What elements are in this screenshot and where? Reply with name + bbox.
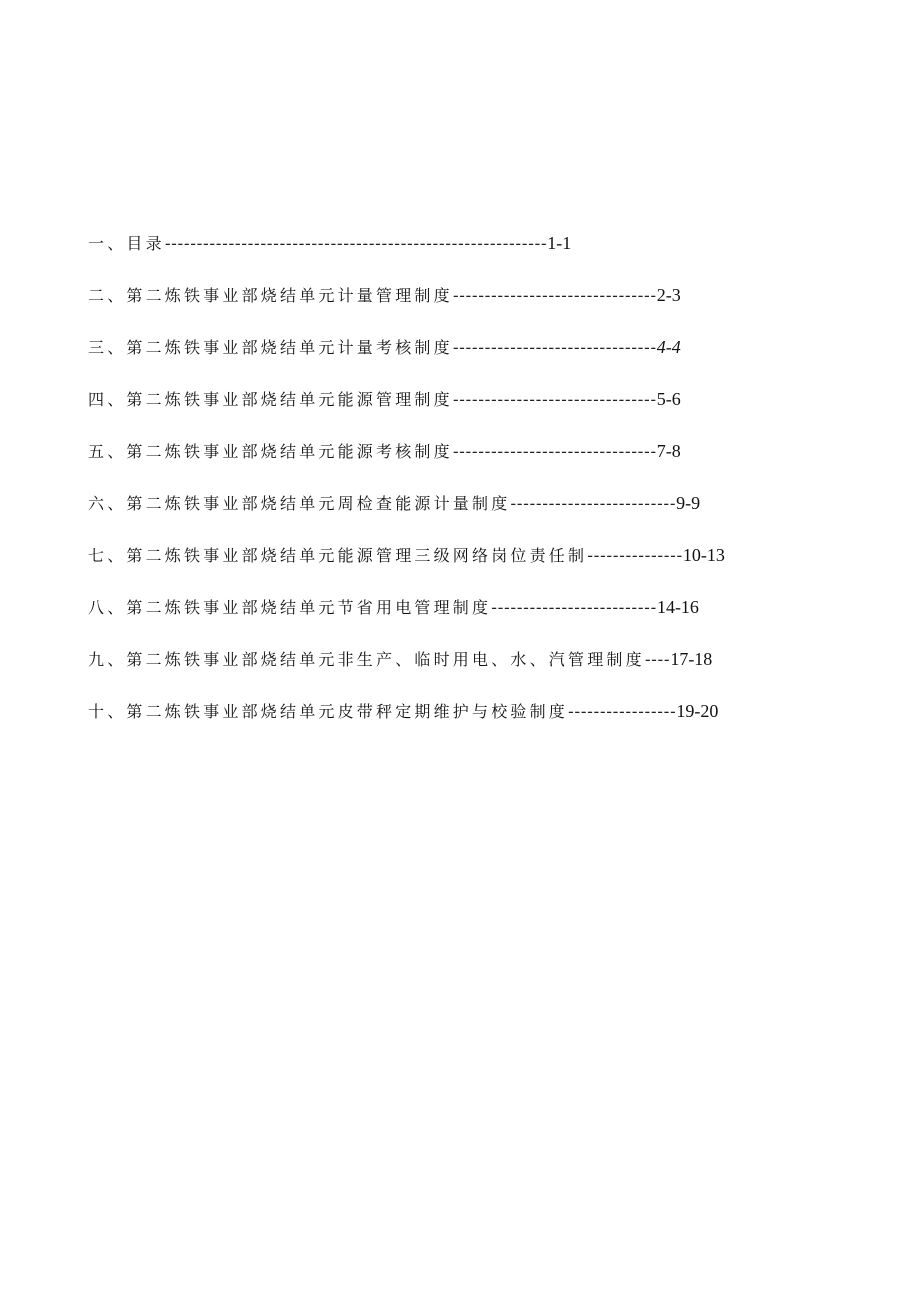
- dot-leader: -----------------: [568, 702, 677, 721]
- toc-entry-8[interactable]: [88, 592, 848, 644]
- page-range: 1-1: [547, 233, 572, 253]
- toc-entry-5[interactable]: [88, 436, 848, 488]
- toc-entry-9[interactable]: [88, 644, 848, 696]
- entry-number: 十: [88, 702, 108, 721]
- entry-separator: 、: [107, 234, 127, 253]
- page-range: 7-8: [656, 441, 681, 461]
- entry-title: 第二炼铁事业部烧结单元非生产、临时用电、水、汽管理制度: [126, 650, 645, 669]
- entry-title: 第二炼铁事业部烧结单元皮带秤定期维护与校验制度: [126, 702, 569, 721]
- entry-title: 第二炼铁事业部烧结单元能源管理制度: [126, 390, 453, 409]
- page-range: 5-6: [656, 389, 681, 409]
- entry-number: 一: [88, 234, 108, 253]
- entry-title: 第二炼铁事业部烧结单元计量管理制度: [126, 286, 453, 305]
- toc-entry-1[interactable]: [88, 228, 848, 280]
- entry-separator: 、: [107, 390, 127, 409]
- entry-separator: 、: [107, 546, 127, 565]
- entry-number: 六: [88, 494, 108, 513]
- entry-title: 第二炼铁事业部烧结单元节省用电管理制度: [126, 598, 492, 617]
- page-range: 14-16: [656, 597, 699, 617]
- page-range: 2-3: [656, 285, 681, 305]
- entry-title: 第二炼铁事业部烧结单元能源管理三级网络岗位责任制: [126, 546, 588, 565]
- entry-separator: 、: [107, 598, 127, 617]
- dot-leader: ----: [644, 650, 671, 669]
- table-of-contents: [88, 228, 848, 748]
- dot-leader: --------------------------: [510, 494, 677, 513]
- entry-number: 二: [88, 286, 108, 305]
- dot-leader: --------------------------------: [452, 442, 657, 461]
- dot-leader: --------------------------: [491, 598, 657, 617]
- toc-entry-6[interactable]: [88, 488, 848, 540]
- toc-entry-7[interactable]: [88, 540, 848, 592]
- entry-separator: 、: [107, 286, 127, 305]
- entry-number: 五: [88, 442, 108, 461]
- entry-separator: 、: [107, 494, 127, 513]
- entry-number: 四: [88, 390, 108, 409]
- entry-separator: 、: [107, 650, 127, 669]
- entry-title: 目录: [126, 234, 165, 253]
- entry-separator: 、: [107, 338, 127, 357]
- entry-separator: 、: [107, 702, 127, 721]
- page-range: 4-4: [656, 337, 681, 357]
- dot-leader: ------------------------------------------------------------: [164, 234, 548, 253]
- entry-title: 第二炼铁事业部烧结单元周检查能源计量制度: [126, 494, 511, 513]
- entry-number: 七: [88, 546, 108, 565]
- entry-title: 第二炼铁事业部烧结单元能源考核制度: [126, 442, 453, 461]
- entry-number: 八: [88, 598, 108, 617]
- dot-leader: --------------------------------: [452, 286, 657, 305]
- page-range: 10-13: [682, 545, 725, 565]
- page-range: 19-20: [676, 701, 719, 721]
- toc-entry-3[interactable]: [88, 332, 848, 384]
- dot-leader: ---------------: [587, 546, 683, 565]
- dot-leader: --------------------------------: [452, 338, 657, 357]
- page-range: 17-18: [670, 649, 713, 669]
- page-range: 9-9: [676, 493, 701, 513]
- toc-entry-2[interactable]: [88, 280, 848, 332]
- toc-entry-4[interactable]: [88, 384, 848, 436]
- entry-number: 三: [88, 338, 108, 357]
- dot-leader: --------------------------------: [452, 390, 657, 409]
- entry-number: 九: [88, 650, 108, 669]
- entry-title: 第二炼铁事业部烧结单元计量考核制度: [126, 338, 453, 357]
- toc-entry-10[interactable]: [88, 696, 848, 748]
- entry-separator: 、: [107, 442, 127, 461]
